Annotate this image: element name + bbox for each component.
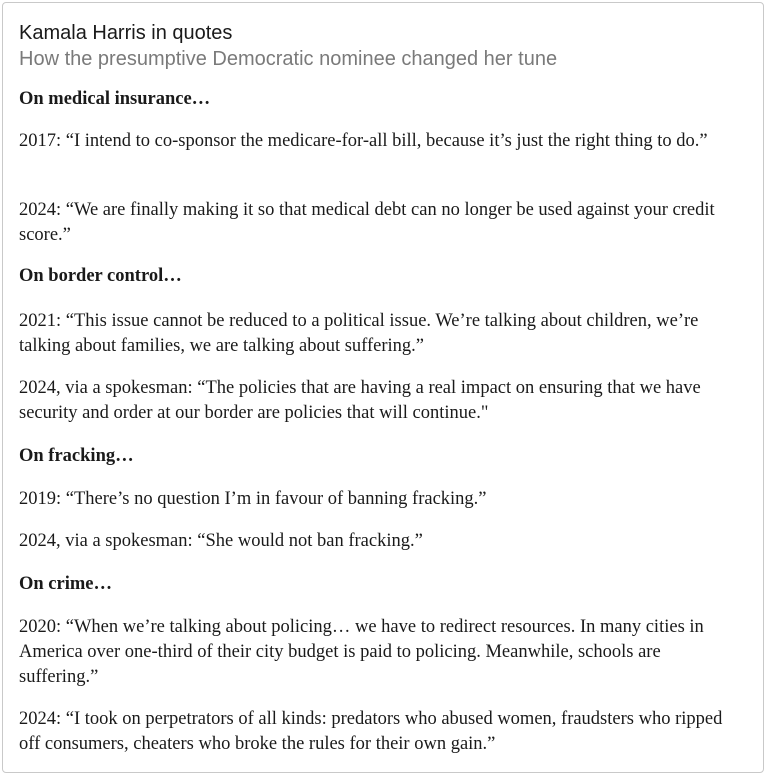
quote-border-2024: 2024, via a spokesman: “The policies that are having a real impact on ensuring that we have security and order at our border are policies that will continue.": [19, 378, 701, 423]
section-heading-fracking: On fracking…: [19, 446, 134, 466]
card-subtitle: How the presumptive Democratic nominee changed her tune: [19, 48, 558, 70]
quote-medical-2017: 2017: “I intend to co-sponsor the medicare-for-all bill, because it’s just the right thing to do.”: [19, 131, 708, 151]
quote-border-2021: 2021: “This issue cannot be reduced to a political issue. We’re talking about children, we’re talking about families, we are talking about suffering.”: [19, 311, 699, 356]
section-heading-border-control: On border control…: [19, 266, 182, 286]
quote-fracking-2019: 2019: “There’s no question I’m in favour of banning fracking.”: [19, 489, 487, 509]
quote-medical-2024: 2024: “We are finally making it so that medical debt can no longer be used against your credit score.”: [19, 200, 715, 245]
quote-card: [2, 2, 764, 773]
section-heading-crime: On crime…: [19, 574, 112, 594]
card-title: Kamala Harris in quotes: [19, 22, 233, 44]
quote-crime-2020: 2020: “When we’re talking about policing… we have to redirect resources. In many cities in America over one-third of their city budget is paid to policing. Meanwhile, schools are suffering.”: [19, 617, 704, 687]
quote-crime-2024: 2024: “I took on perpetrators of all kinds: predators who abused women, fraudsters who ripped off consumers, cheaters who broke the rules for their own gain.”: [19, 709, 723, 754]
quote-fracking-2024: 2024, via a spokesman: “She would not ban fracking.”: [19, 531, 423, 551]
section-heading-medical-insurance: On medical insurance…: [19, 89, 211, 109]
